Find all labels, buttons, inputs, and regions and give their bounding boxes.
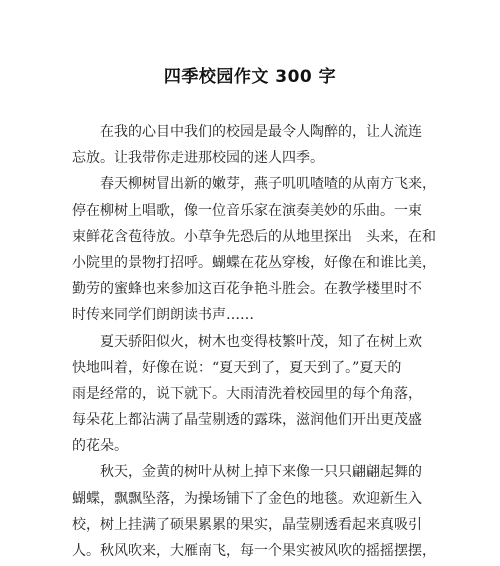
- text-line: 快地叫着，好像在说：“夏天到了，夏天到了。”夏天的: [72, 359, 402, 376]
- document-title: 四季校园作文 300 字: [163, 67, 337, 87]
- text-line: 时传来同学们朗朗读书声……: [72, 307, 254, 324]
- text-line: 在我的心目中我们的校园是最令人陶醉的，让人流连: [100, 124, 422, 140]
- text-line: 校，树上挂满了硕果累累的果实，晶莹剔透看起来真吸引: [72, 516, 422, 533]
- text-line: 勤劳的蜜蜂也来参加这百花争艳斗胜会。在教学楼里时不: [72, 281, 422, 298]
- document-body: [72, 119, 436, 564]
- text-line: 蝴蝶，飘飘坠落，为操场铺下了金色的地毯。欢迎新生入: [72, 490, 422, 507]
- text-line: 秋天，金黄的树叶从树上掉下来像一只只翩翩起舞的: [100, 464, 422, 481]
- text-line: 夏天骄阳似火，树木也变得枝繁叶茂，知了在树上欢: [100, 333, 422, 350]
- text-line: 每朵花上都沾满了晶莹剔透的露珠，滋润他们开出更茂盛: [72, 412, 422, 429]
- text-line: 停在柳树上唱歌，像一位音乐家在演奏美妙的乐曲。一束: [72, 202, 422, 219]
- text-line: 束鲜花含苞待放。小草争先恐后的从地里探出 头来，在和: [72, 228, 436, 245]
- text-line: 小院里的景物打招呼。蝴蝶在花丛穿梭，好像在和谁比美，: [72, 254, 436, 271]
- text-line: 人。秋风吹来，大雁南飞，每一个果实被风吹的摇摇摆摆，: [72, 543, 436, 559]
- text-line: 春天柳树冒出新的嫩芽，燕子叽叽喳喳的从南方飞来，: [100, 176, 436, 193]
- text-line: 忘放。让我带你走进那校园的迷人四季。: [72, 150, 324, 167]
- text-line: 雨是经常的，说下就下。大雨清洗着校园里的每个角落，: [72, 385, 422, 402]
- text-line: 的花朵。: [72, 438, 128, 455]
